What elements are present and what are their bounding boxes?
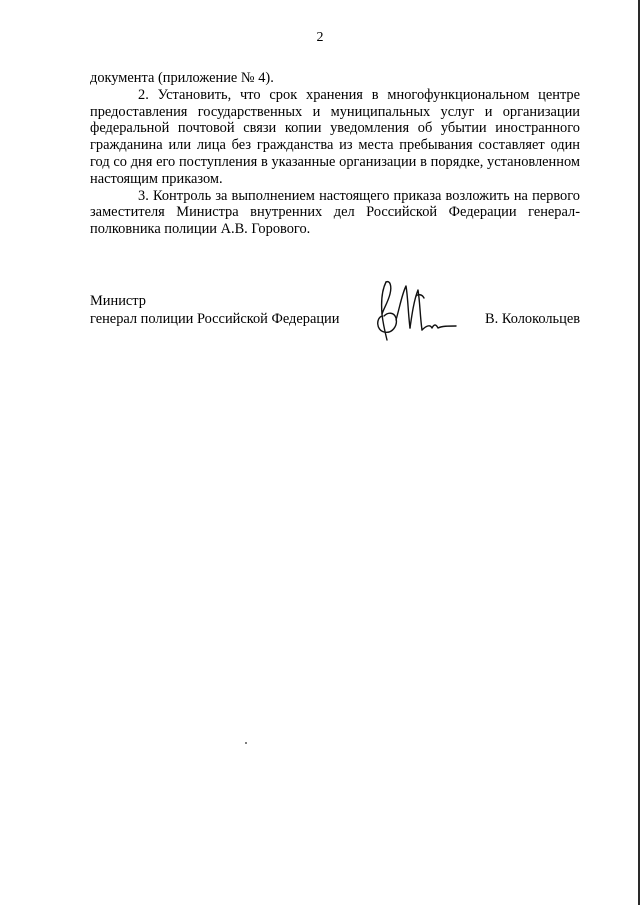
signatory-title: Министр <box>90 293 146 309</box>
paragraph-continuation: документа (приложение № 4). <box>90 70 274 86</box>
signature-block <box>90 293 580 343</box>
paragraph-item-2: 2. Установить, что срок хранения в многофункциональном центре предоставления государственных и муниципальных услуг и организации федеральной почтовой связи копии уведомления об убытии иностранного гражданина или лица без гражданства из места пребывания составляет один год со дня его поступления в указанные организации в порядке, установленном настоящим приказом. <box>90 86 580 187</box>
signatory-rank: генерал полиции Российской Федерации <box>90 311 340 327</box>
signatory-name: В. Колокольцев <box>485 311 580 327</box>
scan-speck <box>245 742 247 744</box>
paragraph-item-3: 3. Контроль за выполнением настоящего приказа возложить на первого заместителя Министра внутренних дел Российской Федерации генерал-полковника полиции А.В. Горового. <box>90 187 580 238</box>
handwritten-signature-icon <box>372 276 462 346</box>
page-number: 2 <box>316 30 324 45</box>
document-body <box>90 70 580 238</box>
